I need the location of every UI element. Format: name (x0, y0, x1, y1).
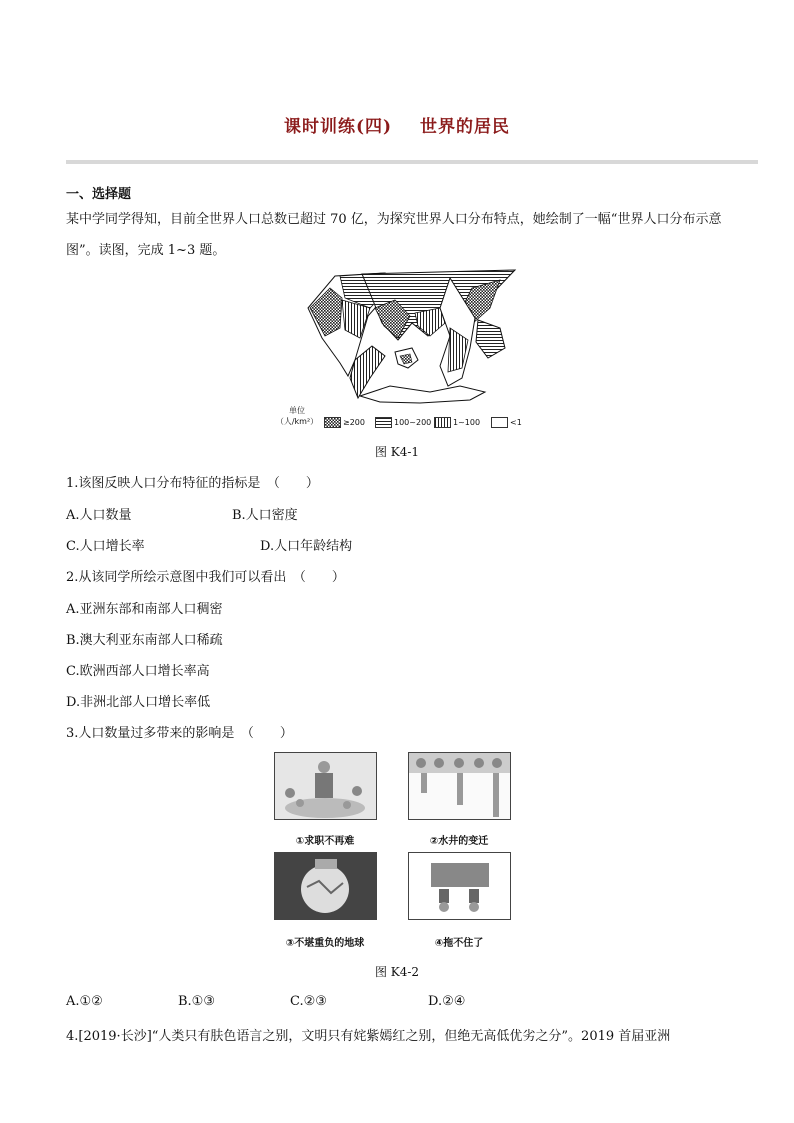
legend-swatch-horizontal (375, 417, 392, 428)
legend-label-3: 1~100 (453, 418, 481, 427)
q2-option-a: A.亚洲东部和南部人口稠密 (66, 602, 223, 617)
cartoon-label-2: ②水井的变迁 (429, 836, 489, 847)
page-title (0, 112, 794, 137)
section-heading: 一、选择题 (66, 187, 132, 202)
q1-option-a: A.人口数量 (66, 508, 132, 523)
q2-option-b: B.澳大利亚东南部人口稀疏 (66, 633, 223, 648)
q2-option-d: D.非洲北部人口增长率低 (66, 695, 211, 710)
world-population-map (300, 268, 525, 408)
cartoon-cannot-hold (408, 852, 511, 920)
map-na-east-dense (310, 288, 342, 336)
cartoon-label-4: ④拖不住了 (434, 938, 484, 949)
q1-stem: 1.该图反映人口分布特征的指标是 （ ） (66, 476, 319, 491)
cartoon-overloaded-earth (274, 852, 377, 920)
legend-swatch-vertical (434, 417, 451, 428)
title-part2: 世界的居民 (420, 117, 511, 137)
cartoon-job-hunting (274, 752, 377, 820)
figure2-caption: 图 K4-2 (374, 965, 420, 979)
legend-label-4: <1 (510, 418, 522, 427)
title-divider (66, 160, 758, 164)
map-south-asia (415, 308, 445, 336)
q3-option-a: A.①② (66, 994, 103, 1009)
cartoon-well-change (408, 752, 511, 820)
intro-paragraph: 某中学同学得知，目前全世界人口总数已超过 70 亿，为探究世界人口分布特点，她绘制了一幅“世界人口分布示意图”。读图，完成 1~3 题。 (66, 212, 722, 258)
q2-stem: 2.从该同学所绘示意图中我们可以看出 （ ） (66, 570, 345, 585)
map-antarctica (360, 386, 485, 403)
q4-stem: 4.[2019·长沙]“人类只有肤色语言之别，文明只有姹紫嫣红之别，但绝无高低优劣之分”。2019 首届亚洲 (66, 1029, 671, 1044)
legend-label-1: ≥200 (343, 418, 365, 427)
cartoon-label-3: ③不堪重负的地球 (285, 938, 365, 949)
title-part1: 课时训练(四) (283, 117, 393, 137)
q3-option-c: C.②③ (290, 994, 327, 1009)
legend-swatch-blank (491, 417, 508, 428)
q1-option-d: D.人口年龄结构 (260, 539, 353, 554)
q2-option-c: C.欧洲西部人口增长率高 (66, 664, 210, 679)
map-southeast-asia (476, 320, 505, 358)
legend-swatch-dense (324, 417, 341, 428)
cartoon-label-1: ①求职不再难 (295, 836, 355, 847)
q1-option-c: C.人口增长率 (66, 539, 145, 554)
q3-option-b: B.①③ (178, 994, 215, 1009)
q3-option-d: D.②④ (428, 994, 466, 1009)
q1-option-b: B.人口密度 (232, 508, 298, 523)
q3-stem: 3.人口数量过多带来的影响是 （ ） (66, 726, 293, 741)
figure1-caption: 图 K4-1 (374, 445, 420, 459)
legend-unit: 单位（人/km²） (275, 406, 319, 426)
legend-label-2: 100~200 (394, 418, 432, 427)
